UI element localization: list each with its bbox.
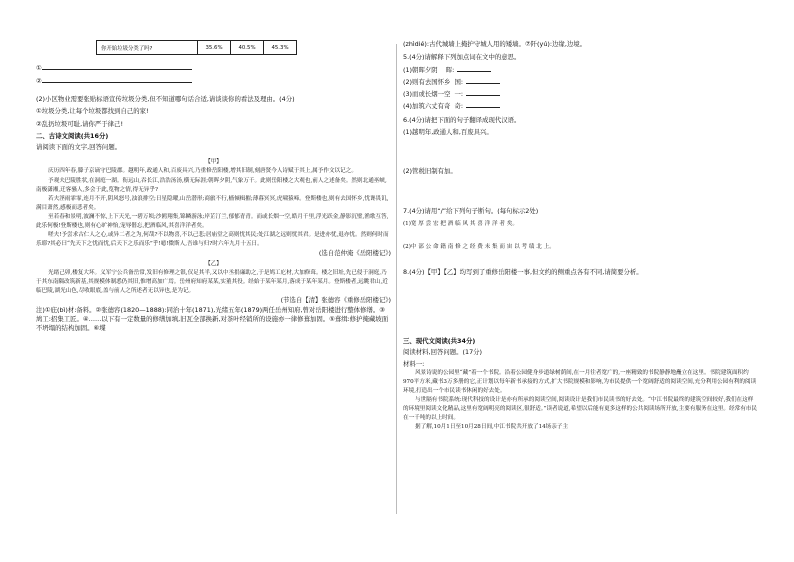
section-2-intro: 请阅读下面的文字,回答问题。 <box>36 143 122 152</box>
passage-yi <box>36 269 391 296</box>
passage-paragraph: 嗟夫!予尝求古仁人之心,或异二者之为,何哉?不以物喜,不以己悲;居庙堂之高则忧其民;处江湖之远则忧其君。是进亦忧,退亦忧。然则何时而乐耶?其必曰“先天下之忧而忧,后天下之乐而乐”乎!噫!微斯人,吾谁与归?时六年九月十五日。 <box>36 231 389 247</box>
column-divider <box>396 44 397 514</box>
passage-jia-mark: 【甲】 <box>205 159 222 166</box>
q5-item-tag: 晖: <box>445 65 455 74</box>
section-2-title: 二、古诗文阅读(共16分) <box>36 131 109 140</box>
table-row <box>97 41 297 55</box>
q5-item-text: (1)朝晖夕阴 <box>403 65 438 74</box>
slogan-1: ①垃圾分类,让每个垃圾都找到自己的家! <box>36 107 149 116</box>
q5-item-text: (2)则有去国怀乡 <box>403 77 451 86</box>
survey-question-cell: 你开始垃圾分类了吗? <box>97 41 198 55</box>
passage-paragraph: 光绪己卯,楼复大坏。义军宁公兵备岳常,发旧有修理之银,仅足其半,又以中丞捐廉助之,于是鸠工庀材,大加修葺。楼之旧址,先已侵于洞庭,乃于其东南隅改筑新基,其规模体制悉仍其旧,惟增高加广焉。岳州府知府某某,实董其役。经始于某年某月,落成于某年某月。登斯楼者,远眺君山,近临巴陵,湖光山色,尽收眼底,盖与前人之所述者无以异也,是为记。 <box>36 270 388 295</box>
answer-blank[interactable] <box>42 64 192 70</box>
annotation-notes: 注)①庇(bì)材:备料。②张德容(1820—1888):同治十年(1871),光绪五年(1879)两任岳州知府,曾对岳阳楼进行整体修缮。③鸠工:招集工匠。④……以下有一定数量的修缮加填,旧瓦全部换新,对茶叶经销所的设施亦一律修葺加固。⑤葺缉:修护掩藏坡面不坍塌的结构加固。⑥堞 <box>36 305 389 333</box>
answer-line-2 <box>36 77 192 85</box>
survey-value-cell: 40.5% <box>231 41 264 55</box>
annotation-notes-cont: (zhìdié):古代城墙上掩护守城人用的矮墙。⑦阡(yú):边缘,边境。 <box>403 40 587 48</box>
q5-item-tag: 国: <box>454 77 464 86</box>
q7-item-1: (1)宽 厚 尝 宏 把 酒 临 风 其 喜 洋 洋 者 矣。 <box>403 220 518 227</box>
section-3-title: 三、现代文阅读(共34分) <box>403 337 476 346</box>
answer-blank[interactable] <box>466 102 500 108</box>
blank-label: ① <box>36 64 42 72</box>
passage-paragraph: 若夫淫雨霏霏,连月不开,阴风怒号,浊浪排空;日星隐曜,山岳潜形;商旅不行,樯倾楫摧;薄暮冥冥,虎啸猿啼。登斯楼也,则有去国怀乡,忧谗畏讥,满目萧然,感极而悲者矣。 <box>36 195 389 211</box>
passage-paragraph: 予观夫巴陵胜状,在洞庭一湖。衔远山,吞长江,浩浩汤汤,横无际涯;朝晖夕阴,气象万千。此则岳阳楼之大观也,前人之述备矣。然则北通巫峡,南极潇湘,迁客骚人,多会于此,览物之情,得无异乎? <box>36 177 387 193</box>
answer-blank[interactable] <box>466 78 500 84</box>
section-3-intro: 阅读材料,回答问题。(17分) <box>403 348 483 357</box>
blank-label: ② <box>36 77 42 85</box>
passage-paragraph: 风景诗说的公园里“藏”着一个书院。沿着公园健身步道绿树荫间,在一月往者宽广的,一座精致的书院静静地矗立在这里。书院建筑面积约970平方米,藏书3万多册的它,正计划以每年新书承接的方式,扩大书院规模和影响,为市民提供一个宽阔舒适的阅读空间,充分利用公园有利的阅读环境,打造出一个市民读书休闲的好去处。 <box>403 370 757 395</box>
question-7: 7.(4分)请用“/”给下列句子断句。(每句标示2处) <box>403 206 539 215</box>
material-label: 材料一: <box>403 359 425 368</box>
q5-item <box>403 90 758 99</box>
q5-item-text: (4)加筑六丈有奇 <box>403 102 451 111</box>
left-column <box>36 95 391 333</box>
slogan-2: ②乱扔垃圾可耻,请你严于律己! <box>36 119 124 128</box>
answer-line-1 <box>36 64 192 72</box>
survey-value-cell: 45.3% <box>264 41 297 55</box>
q5-item <box>403 78 758 87</box>
answer-blank[interactable] <box>466 90 500 96</box>
right-column <box>403 40 758 432</box>
answer-blank[interactable] <box>42 77 192 83</box>
q5-item-text: (3)而或长烟一空 <box>403 90 451 99</box>
q5-item <box>403 66 758 75</box>
passage-paragraph: 据了解,10月1日至10月28日间,中江书院共开放了14场亲子主 <box>415 424 569 431</box>
q5-items <box>403 66 758 112</box>
passage-paragraph: 至若春和景明,波澜不惊,上下天光,一碧万顷;沙鸥翔集,锦鳞游泳;岸芷汀兰,郁郁青青。而或长烟一空,皓月千里,浮光跃金,静影沉璧,渔歌互答,此乐何极!登斯楼也,则有心旷神怡,宠辱偕忘,把酒临风,其喜洋洋者矣。 <box>36 213 389 229</box>
question-2: (2)小区物业需要张贴标语宣传垃圾分类,但不知道哪句话合适,请谈谈你的看法及理由。(4分) <box>36 95 295 103</box>
material-passage <box>403 369 758 432</box>
passage-paragraph: 与世隔有书院系统:现代科技的设计是亦有所承的阅读空间,阅读设计是我们市民读书的好去处。“中江书院最终的建筑空间较好,我们在这样的环境里阅读文化精品,这里有宽阔明亮的阅读区,很舒适。”读者说道,希望以后能有更多这样的公共阅读场所开放,主要有服务在这里。经常有市民在一千吨的以上时间。 <box>403 397 757 422</box>
passage-jia-source: (选自范仲淹《岳阳楼记》) <box>318 248 391 257</box>
answer-blank[interactable] <box>457 66 491 72</box>
q6-item-2: (2)管税旧制有加。 <box>403 167 457 176</box>
q7-item-2: (2)中 部 公 命 籍 南 修 之 经 费 未 集 而 宙 以 考 绩 北 上。 <box>403 243 555 250</box>
q6-item-1: (1)越明年,政通人和,百废具兴。 <box>403 127 493 136</box>
question-6: 6.(4分)请把下面的句子翻译成现代汉语。 <box>403 115 521 124</box>
passage-yi-source: (节选自【清】张德容《重修岳阳楼记》) <box>280 296 391 305</box>
q5-item-tag: 一: <box>454 90 464 99</box>
question-8: 8.(4分)【甲】【乙】均写到了重修岳阳楼一事,但文约的侧重点各有不同,请简要分析。 <box>403 267 643 276</box>
survey-value-cell: 35.6% <box>198 41 231 55</box>
q8-answer-space[interactable] <box>403 277 758 337</box>
passage-jia <box>36 167 391 248</box>
q5-item <box>403 102 758 111</box>
q5-item-tag: 奇: <box>454 102 464 111</box>
passage-paragraph: 庆历四年春,滕子京谪守巴陵郡。越明年,政通人和,百废具兴,乃重修岳阳楼,增其旧制,刻唐贤今人诗赋于其上,属予作文以记之。 <box>48 168 357 175</box>
survey-table <box>96 40 297 55</box>
question-5: 5.(4分)请解释下列加点词在文中的意思。 <box>403 53 521 62</box>
passage-yi-mark: 【乙】 <box>205 261 222 268</box>
